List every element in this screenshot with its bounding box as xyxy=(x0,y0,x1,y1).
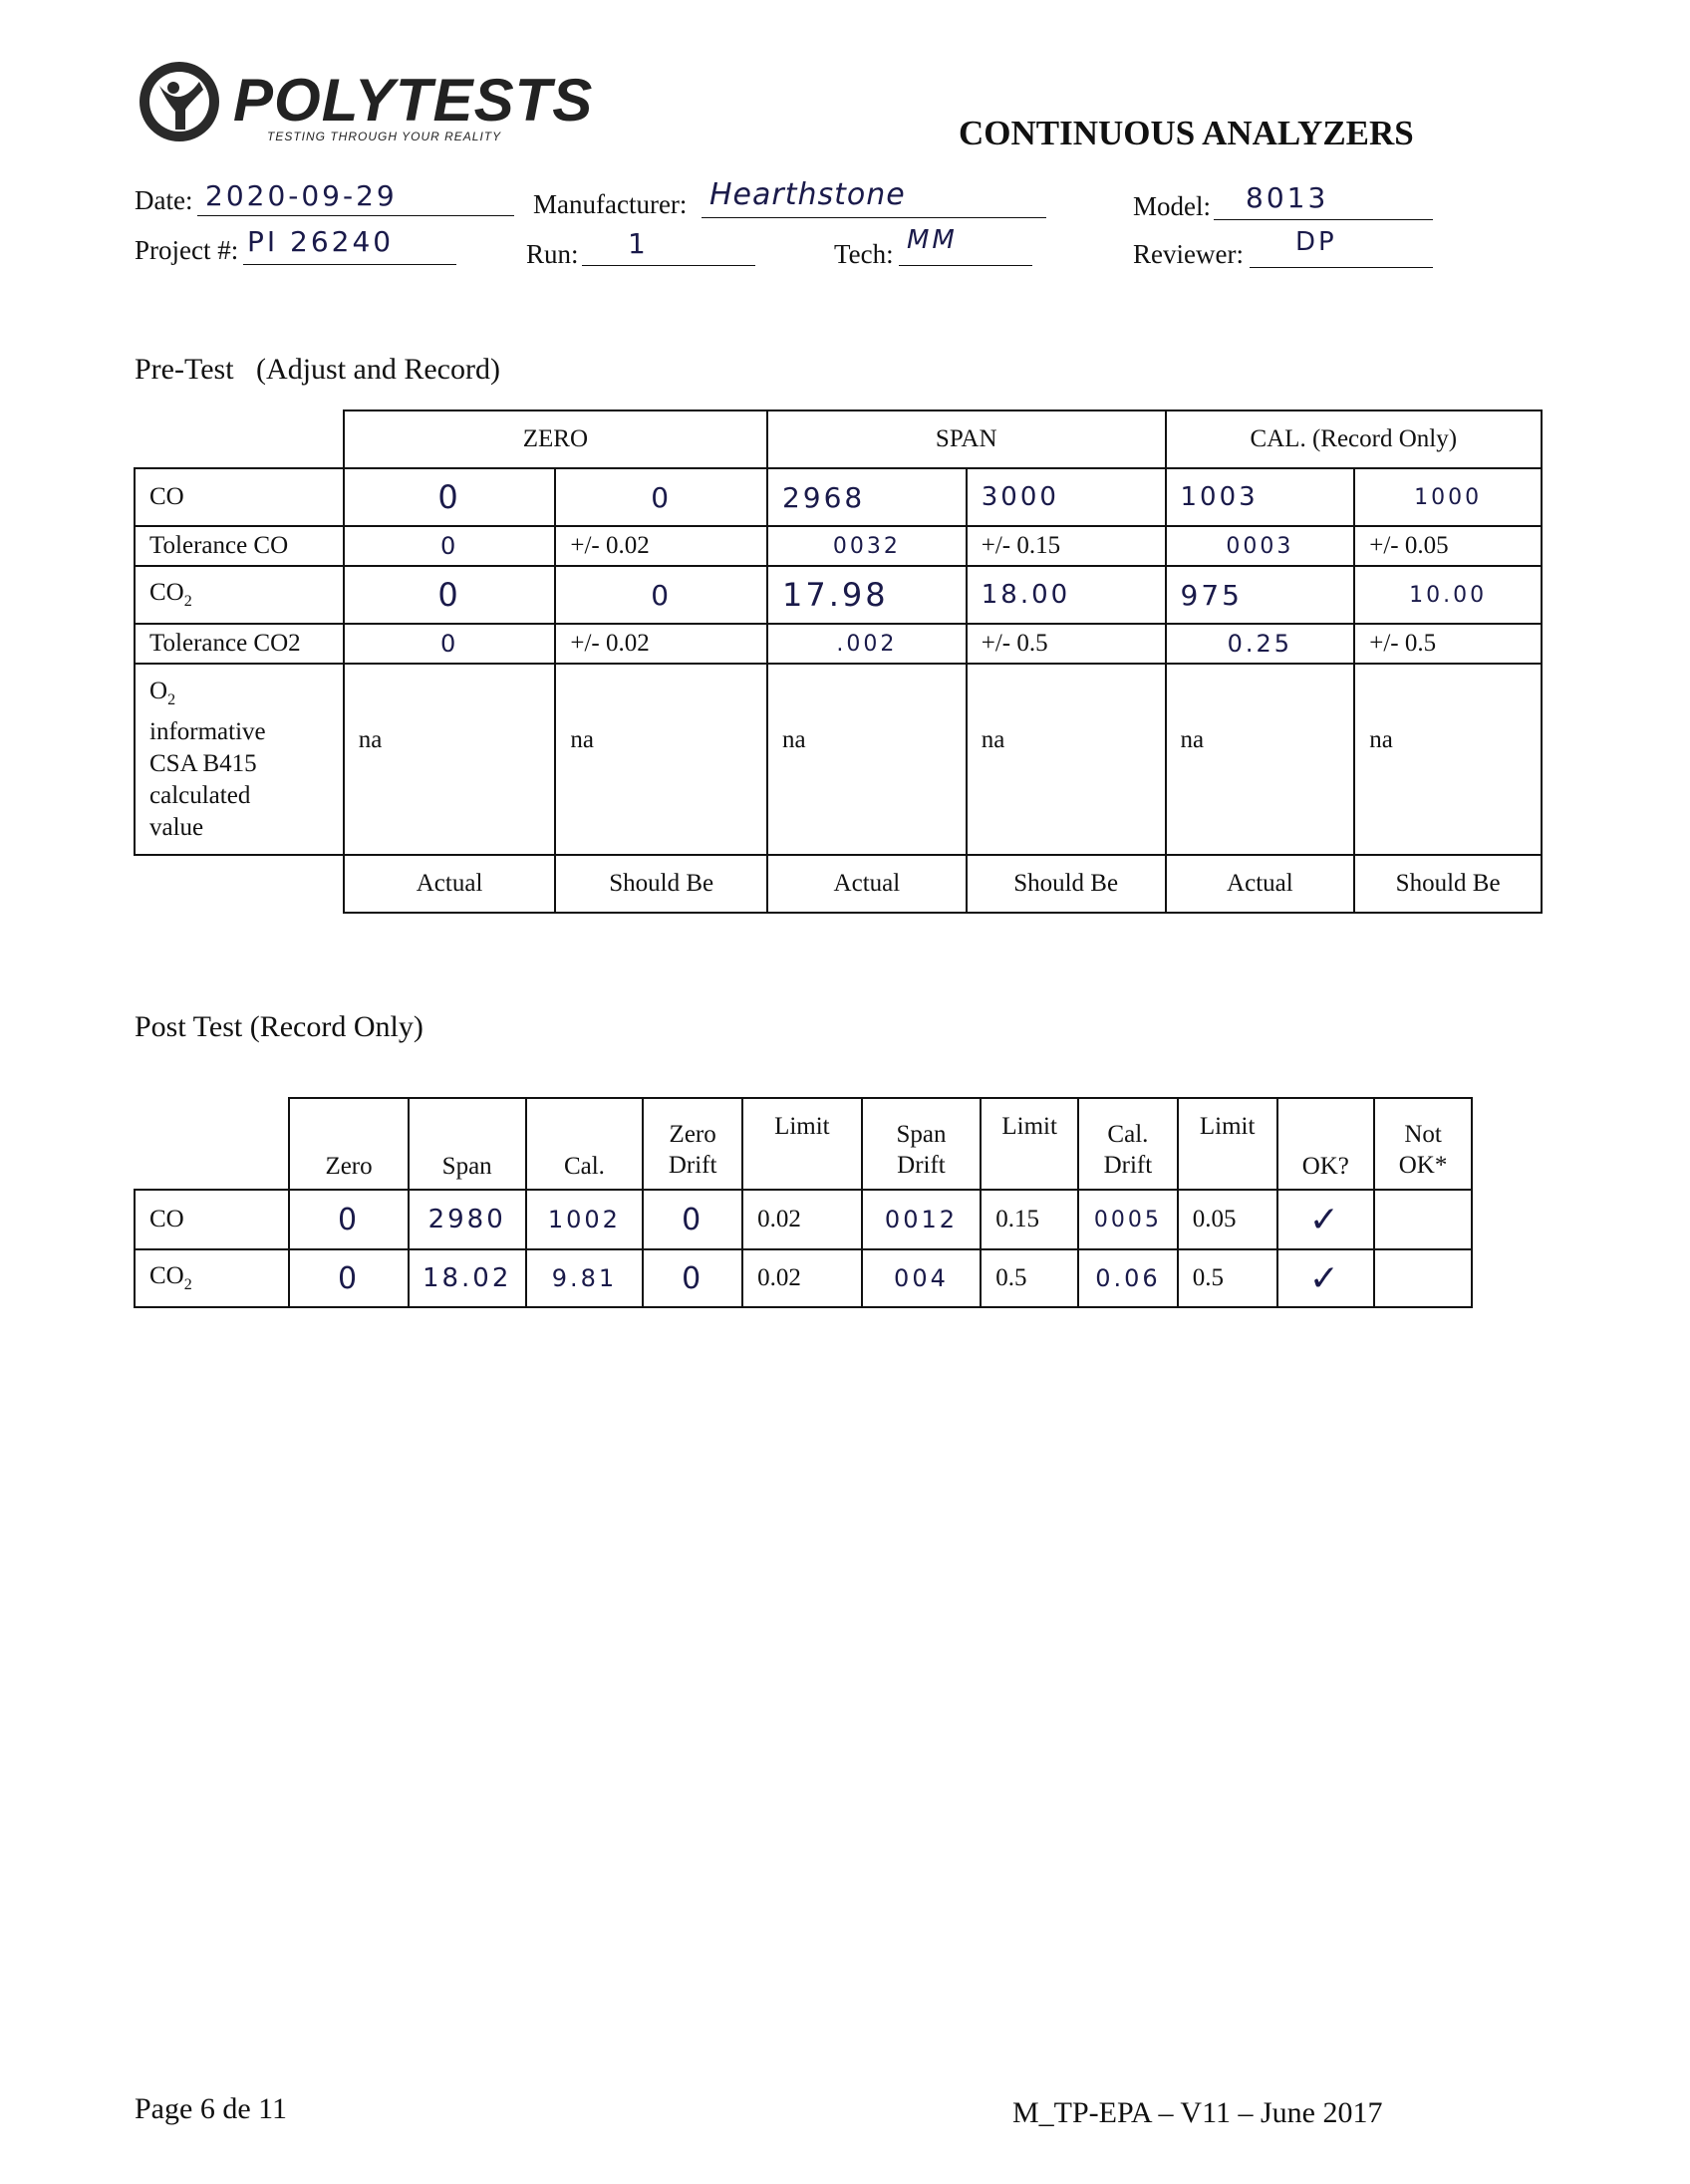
pretest-heading: Pre-Test (Adjust and Record) xyxy=(135,353,500,386)
pretest-tolco-span-should: +/- 0.15 xyxy=(967,526,1166,566)
project-value: PI 26240 xyxy=(247,225,395,258)
row-label-tolerance-co: Tolerance CO xyxy=(135,526,344,566)
posttest-col-ok: OK? xyxy=(1277,1098,1375,1190)
posttest-heading: Post Test (Record Only) xyxy=(135,1010,423,1043)
posttest-col-not-ok: Not OK* xyxy=(1374,1098,1472,1190)
posttest-co-cal: 1002 xyxy=(526,1190,644,1249)
posttest-co2-cal: 9.81 xyxy=(526,1249,644,1307)
pretest-co-zero-should: 0 xyxy=(555,468,767,526)
row-label-co2: $CO_2$ xyxy=(135,566,344,624)
pretest-o2-span-should: na xyxy=(967,664,1166,855)
posttest-co2-ok-check: ✓ xyxy=(1277,1249,1375,1307)
posttest-row-label-co: CO xyxy=(135,1190,289,1249)
project-label: Project #: xyxy=(135,235,239,265)
posttest-co2-span: 18.02 xyxy=(409,1249,526,1307)
pretest-group-span: SPAN xyxy=(767,410,1166,468)
reviewer-value: DP xyxy=(1295,227,1337,257)
pretest-co2-cal-should: 10.00 xyxy=(1354,566,1542,624)
pretest-tolco-zero-should: +/- 0.02 xyxy=(555,526,767,566)
pretest-corner xyxy=(135,410,344,468)
pretest-co-cal-actual: 1003 xyxy=(1166,468,1355,526)
posttest-co2-limit-2: 0.5 xyxy=(981,1249,1078,1307)
polytests-logo-icon xyxy=(138,60,221,143)
pretest-tolco2-span-should: +/- 0.5 xyxy=(967,624,1166,664)
posttest-co-limit-2: 0.15 xyxy=(981,1190,1078,1249)
pretest-tolco-cal-actual: 0003 xyxy=(1166,526,1355,566)
run-label: Run: xyxy=(526,239,579,269)
pretest-o2-zero-actual: na xyxy=(344,664,556,855)
posttest-col-limit-2: Limit xyxy=(981,1098,1078,1190)
row-label-co: CO xyxy=(135,468,344,526)
posttest-corner xyxy=(135,1098,289,1190)
pretest-o2-cal-should: na xyxy=(1354,664,1542,855)
pretest-footer-should-span: Should Be xyxy=(967,855,1166,913)
pretest-co-zero-actual: 0 xyxy=(344,468,556,526)
pretest-tolco2-span-actual: .002 xyxy=(767,624,967,664)
posttest-co-zero-drift: 0 xyxy=(643,1190,742,1249)
pretest-footer-actual-cal: Actual xyxy=(1166,855,1355,913)
posttest-co-span: 2980 xyxy=(409,1190,526,1249)
pretest-co2-zero-should: 0 xyxy=(555,566,767,624)
pretest-group-zero: ZERO xyxy=(344,410,767,468)
posttest-col-zero: Zero xyxy=(289,1098,408,1190)
row-label-o2: $O_2$ informative CSA B415 calculated value xyxy=(135,664,344,855)
pretest-tolco2-cal-actual: 0.25 xyxy=(1166,624,1355,664)
posttest-col-zero-drift: Zero Drift xyxy=(643,1098,742,1190)
posttest-row-label-co2: $CO_2$ xyxy=(135,1249,289,1307)
posttest-co-zero: 0 xyxy=(289,1190,408,1249)
pretest-co2-zero-actual: 0 xyxy=(344,566,556,624)
pretest-o2-cal-actual: na xyxy=(1166,664,1355,855)
run-value: 1 xyxy=(628,227,649,260)
manufacturer-value: Hearthstone xyxy=(709,177,906,212)
pretest-footer-should-zero: Should Be xyxy=(555,855,767,913)
posttest-co2-limit-3: 0.5 xyxy=(1178,1249,1277,1307)
posttest-col-limit-3: Limit xyxy=(1178,1098,1277,1190)
posttest-col-span: Span xyxy=(409,1098,526,1190)
posttest-col-span-drift: Span Drift xyxy=(862,1098,982,1190)
pretest-group-cal: CAL. (Record Only) xyxy=(1166,410,1543,468)
pretest-co-span-actual: 2968 xyxy=(767,468,967,526)
posttest-co-limit-3: 0.05 xyxy=(1178,1190,1277,1249)
pretest-footer-corner xyxy=(135,855,344,913)
polytests-logo xyxy=(138,58,594,147)
date-value: 2020-09-29 xyxy=(205,179,398,212)
tech-value: MM xyxy=(907,225,958,255)
posttest-col-cal: Cal. xyxy=(526,1098,644,1190)
posttest-co2-zero: 0 xyxy=(289,1249,408,1307)
posttest-co2-limit-1: 0.02 xyxy=(742,1249,862,1307)
posttest-co-not-ok xyxy=(1374,1190,1472,1249)
pretest-o2-zero-should: na xyxy=(555,664,767,855)
posttest-co-span-drift: 0012 xyxy=(862,1190,982,1249)
tech-label: Tech: xyxy=(834,239,894,269)
row-label-tolerance-co2: Tolerance CO2 xyxy=(135,624,344,664)
form-title: CONTINUOUS ANALYZERS xyxy=(959,114,1414,152)
manufacturer-label: Manufacturer: xyxy=(533,189,688,219)
posttest-co2-not-ok xyxy=(1374,1249,1472,1307)
posttest-table xyxy=(134,1097,1473,1308)
pretest-footer-actual-span: Actual xyxy=(767,855,967,913)
model-label: Model: xyxy=(1133,191,1211,221)
reviewer-label: Reviewer: xyxy=(1133,239,1244,269)
document-reference: M_TP-EPA – V11 – June 2017 xyxy=(1012,2096,1383,2129)
pretest-co-span-should: 3000 xyxy=(967,468,1166,526)
posttest-co2-span-drift: 004 xyxy=(862,1249,982,1307)
posttest-co-cal-drift: 0005 xyxy=(1078,1190,1178,1249)
posttest-co2-cal-drift: 0.06 xyxy=(1078,1249,1178,1307)
brand-name: POLYTESTS xyxy=(233,67,594,134)
posttest-co-ok-check: ✓ xyxy=(1277,1190,1375,1249)
posttest-col-cal-drift: Cal. Drift xyxy=(1078,1098,1178,1190)
pretest-co2-span-should: 18.00 xyxy=(967,566,1166,624)
posttest-col-limit-1: Limit xyxy=(742,1098,862,1190)
posttest-co2-zero-drift: 0 xyxy=(643,1249,742,1307)
pretest-co-cal-should: 1000 xyxy=(1354,468,1542,526)
pretest-tolco-span-actual: 0032 xyxy=(767,526,967,566)
date-label: Date: xyxy=(135,185,193,215)
pretest-table xyxy=(134,410,1543,914)
model-value: 8013 xyxy=(1246,181,1329,214)
posttest-co-limit-1: 0.02 xyxy=(742,1190,862,1249)
pretest-tolco2-zero-should: +/- 0.02 xyxy=(555,624,767,664)
pretest-tolco-cal-should: +/- 0.05 xyxy=(1354,526,1542,566)
pretest-footer-should-cal: Should Be xyxy=(1354,855,1542,913)
pretest-co2-span-actual: 17.98 xyxy=(767,566,967,624)
pretest-footer-actual-zero: Actual xyxy=(344,855,556,913)
page-number: Page 6 de 11 xyxy=(135,2092,288,2125)
brand-tagline: TESTING THROUGH YOUR REALITY xyxy=(267,130,502,143)
pretest-tolco2-cal-should: +/- 0.5 xyxy=(1354,624,1542,664)
pretest-o2-span-actual: na xyxy=(767,664,967,855)
pretest-co2-cal-actual: 975 xyxy=(1166,566,1355,624)
pretest-tolco-zero-actual: 0 xyxy=(344,526,556,566)
pretest-tolco2-zero-actual: 0 xyxy=(344,624,556,664)
